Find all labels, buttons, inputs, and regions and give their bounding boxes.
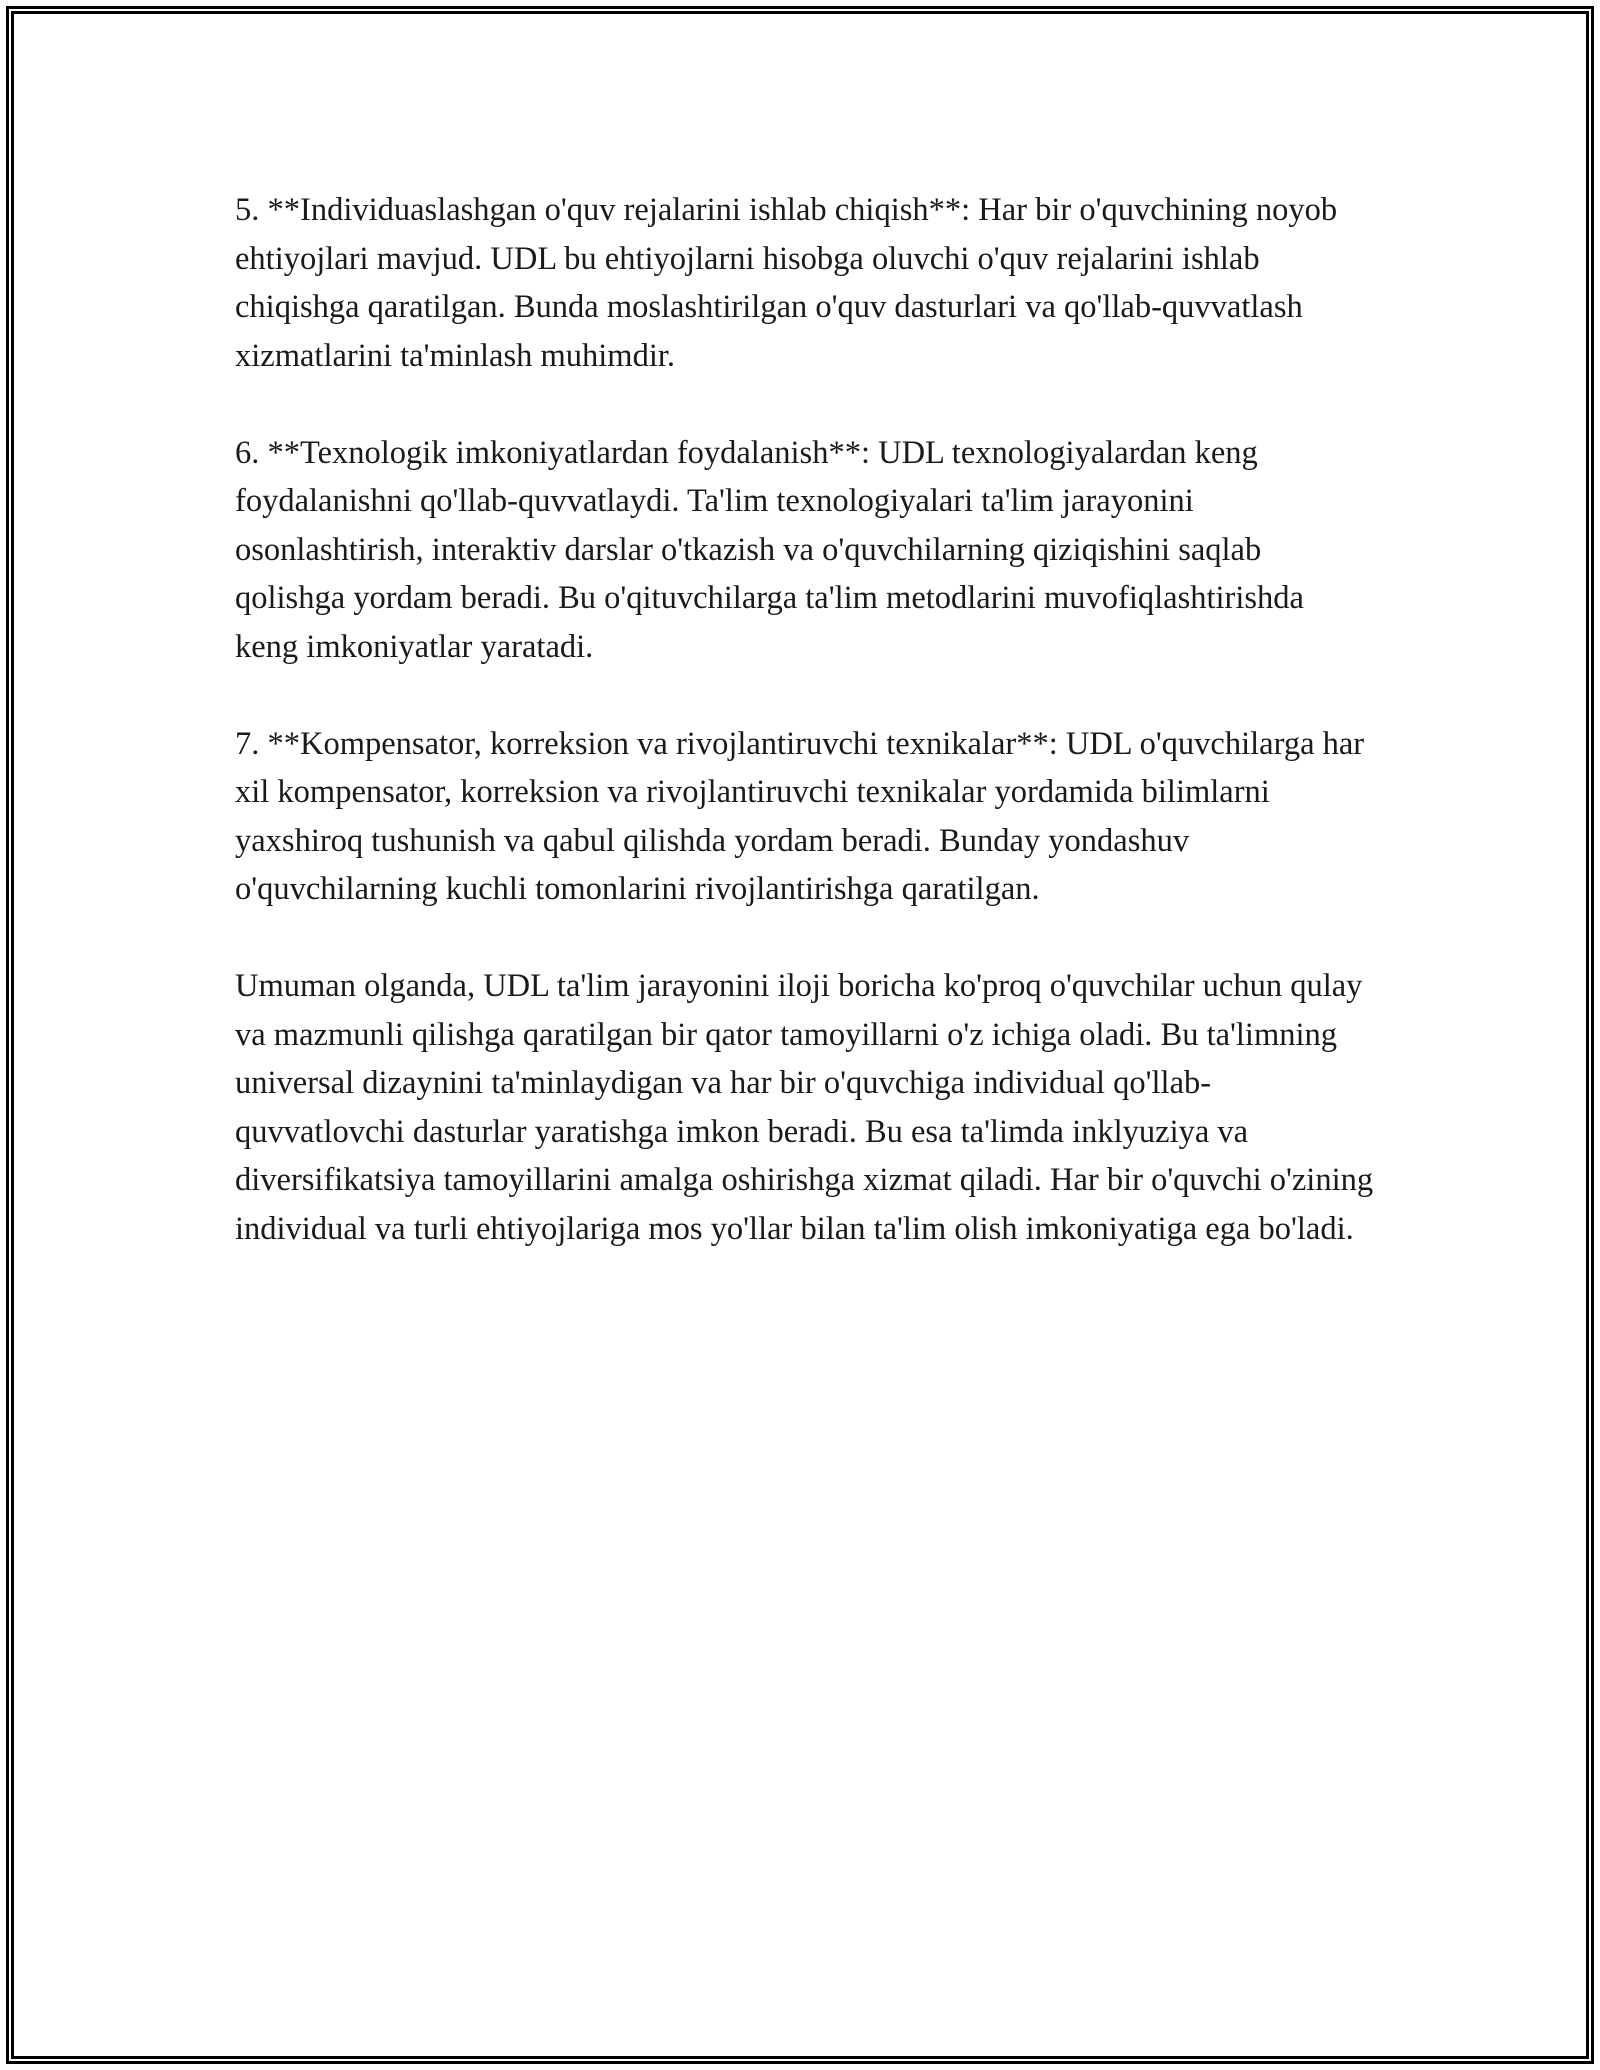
paragraph-individualized-plans: 5. **Individuaslashgan o'quv rejalarini ishlab chiqish**: Har bir o'quvchining noyob ehtiyojlari mavjud. UDL bu ehtiyojlarni hisobga oluvchi o'quv rejalarini ishlab chiqishga qaratilgan. Bunda moslashtirilgan o'quv dasturlari va qo'llab-quvvatlash xizmatlarini ta'minlash muhimdir. <box>235 192 1338 374</box>
paragraph-conclusion: Umuman olganda, UDL ta'lim jarayonini iloji boricha ko'proq o'quvchilar uchun qulay va mazmunli qilishga qaratilgan bir qator tamoyillarni o'z ichiga oladi. Bu ta'limning universal dizaynini ta'minlaydigan va har bir o'quvchiga individual qo'llab-quvvatlovchi dasturlar yaratishga imkon beradi. Bu esa ta'limda inklyuziya va diversifikatsiya tamoyillarini amalga oshirishga xizmat qiladi. Har bir o'quvchi o'zining individual va turli ehtiyojlariga mos yo'llar bilan ta'lim olish imkoniyatiga ega bo'ladi. <box>235 968 1374 1247</box>
paragraph-technology: 6. **Texnologik imkoniyatlardan foydalanish**: UDL texnologiyalardan keng foydalanishni qo'llab-quvvatlaydi. Ta'lim texnologiyalari ta'lim jarayonini osonlashtirish, interaktiv darslar o'tkazish va o'quvchilarning qiziqishini saqlab qolishga yordam beradi. Bu o'qituvchilarga ta'lim metodlarini muvofiqlashtirishda keng imkoniyatlar yaratadi. <box>235 434 1304 665</box>
paragraph-compensatory-techniques: 7. **Kompensator, korreksion va rivojlantiruvchi texnikalar**: UDL o'quvchilarga har xil kompensator, korreksion va rivojlantiruvchi texnikalar yordamida bilimlarni yaxshiroq tushunish va qabul qilishda yordam beradi. Bunday yondashuv o'quvchilarning kuchli tomonlarini rivojlantirishga qaratilgan. <box>235 725 1365 907</box>
document-body <box>235 186 1375 1302</box>
